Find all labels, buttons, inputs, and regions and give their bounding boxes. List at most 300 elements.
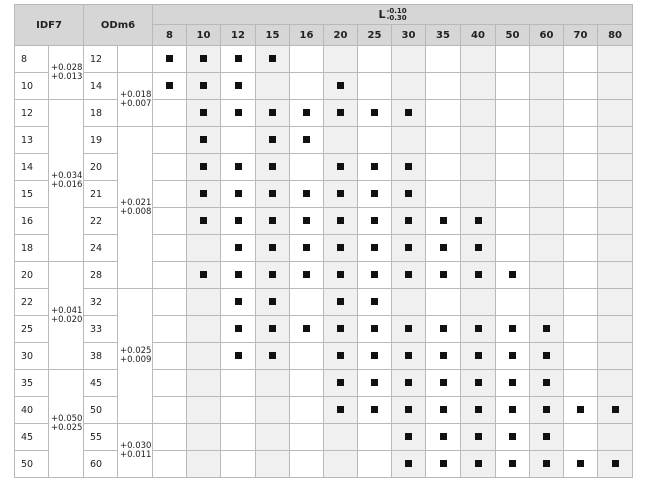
available-mark [612, 406, 619, 413]
available-mark [440, 325, 447, 332]
id-value: 40 [15, 397, 49, 424]
od-tolerance: +0.018 +0.007 [118, 73, 153, 127]
availability-cell [461, 181, 496, 208]
availability-cell [153, 451, 187, 478]
availability-cell [290, 370, 324, 397]
availability-cell [256, 451, 290, 478]
availability-cell [461, 343, 496, 370]
availability-cell [221, 100, 256, 127]
availability-cell [256, 262, 290, 289]
available-mark [337, 298, 344, 305]
length-col-header: 16 [290, 25, 324, 46]
availability-cell [187, 208, 221, 235]
availability-cell [392, 343, 426, 370]
available-mark [337, 325, 344, 332]
available-mark [303, 217, 310, 224]
availability-cell [187, 235, 221, 262]
availability-cell [461, 46, 496, 73]
availability-cell [564, 262, 598, 289]
id-value: 50 [15, 451, 49, 478]
availability-cell [324, 235, 358, 262]
available-mark [166, 55, 173, 62]
available-mark [405, 109, 412, 116]
availability-cell [461, 316, 496, 343]
availability-cell [496, 181, 530, 208]
available-mark [235, 298, 242, 305]
available-mark [235, 82, 242, 89]
available-mark [475, 271, 482, 278]
length-col-header: 20 [324, 25, 358, 46]
id-tolerance: +0.050 +0.025 [49, 370, 84, 478]
availability-cell [221, 235, 256, 262]
availability-cell [598, 424, 633, 451]
availability-cell [426, 316, 461, 343]
table-row [15, 154, 633, 181]
availability-cell [392, 262, 426, 289]
available-mark [371, 325, 378, 332]
availability-cell [290, 316, 324, 343]
od-tolerance: +0.021 +0.008 [118, 127, 153, 289]
od-tolerance [118, 46, 153, 73]
availability-cell [187, 73, 221, 100]
available-mark [269, 325, 276, 332]
availability-cell [290, 208, 324, 235]
available-mark [440, 433, 447, 440]
availability-cell [461, 235, 496, 262]
availability-cell [221, 370, 256, 397]
available-mark [405, 433, 412, 440]
availability-cell [530, 343, 564, 370]
available-mark [269, 271, 276, 278]
table-row [15, 316, 633, 343]
od-value: 22 [84, 208, 118, 235]
availability-cell [564, 397, 598, 424]
availability-cell [153, 424, 187, 451]
availability-cell [358, 370, 392, 397]
availability-cell [530, 181, 564, 208]
availability-cell [358, 181, 392, 208]
available-mark [235, 163, 242, 170]
available-mark [166, 82, 173, 89]
availability-cell [358, 154, 392, 181]
availability-cell [426, 343, 461, 370]
availability-cell [256, 316, 290, 343]
available-mark [371, 244, 378, 251]
availability-cell [153, 289, 187, 316]
available-mark [577, 460, 584, 467]
available-mark [269, 352, 276, 359]
availability-cell [290, 397, 324, 424]
od-value: 21 [84, 181, 118, 208]
available-mark [475, 460, 482, 467]
availability-cell [496, 100, 530, 127]
available-mark [269, 163, 276, 170]
available-mark [440, 271, 447, 278]
availability-cell [256, 46, 290, 73]
availability-cell [256, 73, 290, 100]
availability-cell [426, 208, 461, 235]
availability-cell [564, 370, 598, 397]
availability-cell [290, 181, 324, 208]
available-mark [440, 460, 447, 467]
available-mark [235, 190, 242, 197]
available-mark [235, 271, 242, 278]
availability-cell [153, 154, 187, 181]
table-row [15, 451, 633, 478]
available-mark [337, 379, 344, 386]
available-mark [509, 379, 516, 386]
od-value: 32 [84, 289, 118, 316]
availability-cell [530, 370, 564, 397]
available-mark [200, 55, 207, 62]
availability-cell [187, 46, 221, 73]
available-mark [405, 379, 412, 386]
od-value: 45 [84, 370, 118, 397]
availability-cell [564, 73, 598, 100]
length-tol-lower: -0.30 [386, 13, 407, 22]
id-value: 18 [15, 235, 49, 262]
available-mark [543, 379, 550, 386]
id-value: 8 [15, 46, 49, 73]
availability-cell [358, 235, 392, 262]
availability-cell [392, 289, 426, 316]
availability-cell [358, 451, 392, 478]
availability-cell [290, 154, 324, 181]
availability-cell [598, 451, 633, 478]
od-header: ODm6 [84, 5, 153, 46]
available-mark [440, 406, 447, 413]
available-mark [543, 325, 550, 332]
length-col-header: 35 [426, 25, 461, 46]
availability-cell [324, 154, 358, 181]
availability-cell [187, 316, 221, 343]
availability-cell [598, 46, 633, 73]
availability-cell [256, 424, 290, 451]
availability-cell [324, 451, 358, 478]
availability-cell [496, 73, 530, 100]
table-row [15, 127, 633, 154]
availability-cell [358, 73, 392, 100]
available-mark [475, 217, 482, 224]
availability-cell [530, 235, 564, 262]
length-col-header: 40 [461, 25, 496, 46]
availability-cell [496, 397, 530, 424]
available-mark [303, 109, 310, 116]
availability-cell [290, 100, 324, 127]
availability-cell [221, 154, 256, 181]
availability-cell [392, 316, 426, 343]
availability-cell [187, 262, 221, 289]
availability-cell [187, 154, 221, 181]
availability-cell [187, 289, 221, 316]
availability-cell [290, 343, 324, 370]
length-col-header: 30 [392, 25, 426, 46]
availability-cell [392, 235, 426, 262]
availability-cell [256, 154, 290, 181]
availability-cell [530, 46, 564, 73]
availability-cell [153, 397, 187, 424]
availability-cell [256, 208, 290, 235]
availability-cell [358, 208, 392, 235]
available-mark [509, 325, 516, 332]
availability-cell [392, 73, 426, 100]
availability-cell [598, 316, 633, 343]
od-tolerance: +0.030 +0.011 [118, 424, 153, 478]
available-mark [475, 406, 482, 413]
id-tolerance: +0.034 +0.016 [49, 100, 84, 262]
availability-cell [496, 370, 530, 397]
availability-cell [461, 127, 496, 154]
availability-cell [564, 289, 598, 316]
availability-cell [153, 370, 187, 397]
od-value: 19 [84, 127, 118, 154]
availability-cell [598, 397, 633, 424]
available-mark [235, 352, 242, 359]
availability-cell [290, 127, 324, 154]
available-mark [200, 109, 207, 116]
availability-cell [564, 424, 598, 451]
availability-cell [290, 235, 324, 262]
available-mark [337, 163, 344, 170]
available-mark [303, 136, 310, 143]
availability-cell [153, 181, 187, 208]
od-value: 28 [84, 262, 118, 289]
availability-cell [392, 154, 426, 181]
available-mark [543, 460, 550, 467]
available-mark [337, 109, 344, 116]
availability-cell [358, 397, 392, 424]
availability-cell [358, 289, 392, 316]
availability-cell [187, 181, 221, 208]
availability-cell [461, 100, 496, 127]
available-mark [371, 298, 378, 305]
availability-cell [496, 289, 530, 316]
availability-cell [461, 289, 496, 316]
available-mark [371, 352, 378, 359]
availability-cell [598, 154, 633, 181]
available-mark [509, 433, 516, 440]
availability-cell [324, 127, 358, 154]
availability-cell [496, 262, 530, 289]
availability-cell [564, 316, 598, 343]
availability-cell [324, 181, 358, 208]
available-mark [509, 460, 516, 467]
availability-cell [426, 451, 461, 478]
bushing-size-table [14, 4, 633, 478]
table-row [15, 370, 633, 397]
availability-cell [153, 316, 187, 343]
availability-cell [461, 208, 496, 235]
availability-cell [256, 397, 290, 424]
availability-cell [221, 316, 256, 343]
availability-cell [324, 46, 358, 73]
available-mark [440, 217, 447, 224]
available-mark [405, 271, 412, 278]
availability-cell [221, 262, 256, 289]
available-mark [509, 352, 516, 359]
od-value: 24 [84, 235, 118, 262]
availability-cell [153, 235, 187, 262]
available-mark [543, 406, 550, 413]
availability-cell [598, 289, 633, 316]
available-mark [303, 271, 310, 278]
availability-cell [358, 424, 392, 451]
availability-cell [598, 127, 633, 154]
length-col-header: 10 [187, 25, 221, 46]
table-row [15, 343, 633, 370]
available-mark [303, 190, 310, 197]
availability-cell [256, 127, 290, 154]
availability-cell [461, 154, 496, 181]
availability-cell [187, 343, 221, 370]
available-mark [337, 244, 344, 251]
availability-cell [153, 100, 187, 127]
availability-cell [426, 289, 461, 316]
availability-cell [392, 451, 426, 478]
table-row [15, 46, 633, 73]
availability-cell [324, 73, 358, 100]
id-value: 20 [15, 262, 49, 289]
available-mark [200, 271, 207, 278]
available-mark [337, 271, 344, 278]
availability-cell [426, 73, 461, 100]
availability-cell [290, 73, 324, 100]
length-tol-upper: -0.10 [386, 6, 407, 15]
available-mark [269, 217, 276, 224]
availability-cell [496, 208, 530, 235]
available-mark [200, 82, 207, 89]
od-value: 55 [84, 424, 118, 451]
available-mark [405, 406, 412, 413]
available-mark [405, 163, 412, 170]
availability-cell [496, 424, 530, 451]
available-mark [200, 190, 207, 197]
availability-cell [187, 424, 221, 451]
availability-cell [324, 343, 358, 370]
availability-cell [153, 127, 187, 154]
available-mark [475, 244, 482, 251]
available-mark [235, 109, 242, 116]
od-value: 18 [84, 100, 118, 127]
availability-cell [256, 370, 290, 397]
available-mark [371, 163, 378, 170]
availability-cell [358, 100, 392, 127]
availability-cell [221, 289, 256, 316]
length-header [153, 5, 633, 25]
availability-cell [187, 100, 221, 127]
availability-cell [461, 424, 496, 451]
length-label: L [378, 7, 386, 21]
available-mark [475, 379, 482, 386]
availability-cell [221, 397, 256, 424]
availability-cell [324, 208, 358, 235]
available-mark [440, 244, 447, 251]
availability-cell [392, 370, 426, 397]
availability-cell [426, 46, 461, 73]
available-mark [543, 352, 550, 359]
availability-cell [426, 100, 461, 127]
table-row [15, 100, 633, 127]
available-mark [440, 352, 447, 359]
availability-cell [358, 316, 392, 343]
availability-cell [530, 289, 564, 316]
availability-cell [256, 100, 290, 127]
available-mark [405, 460, 412, 467]
availability-cell [598, 208, 633, 235]
availability-cell [256, 289, 290, 316]
availability-cell [256, 343, 290, 370]
available-mark [269, 190, 276, 197]
availability-cell [564, 100, 598, 127]
availability-cell [153, 262, 187, 289]
availability-cell [221, 424, 256, 451]
available-mark [405, 244, 412, 251]
availability-cell [153, 208, 187, 235]
availability-cell [153, 73, 187, 100]
availability-cell [564, 181, 598, 208]
table-row [15, 181, 633, 208]
availability-cell [426, 424, 461, 451]
availability-cell [358, 46, 392, 73]
od-value: 38 [84, 343, 118, 370]
length-col-header: 12 [221, 25, 256, 46]
availability-cell [392, 100, 426, 127]
id-value: 14 [15, 154, 49, 181]
available-mark [235, 244, 242, 251]
availability-cell [290, 451, 324, 478]
od-value: 12 [84, 46, 118, 73]
availability-cell [290, 289, 324, 316]
id-value: 22 [15, 289, 49, 316]
availability-cell [461, 451, 496, 478]
availability-cell [290, 46, 324, 73]
availability-cell [256, 235, 290, 262]
id-value: 25 [15, 316, 49, 343]
id-tolerance: +0.041 +0.020 [49, 262, 84, 370]
available-mark [269, 109, 276, 116]
availability-cell [496, 127, 530, 154]
available-mark [475, 352, 482, 359]
availability-cell [221, 127, 256, 154]
availability-cell [598, 343, 633, 370]
available-mark [235, 55, 242, 62]
availability-cell [530, 451, 564, 478]
availability-cell [530, 424, 564, 451]
available-mark [200, 217, 207, 224]
od-value: 20 [84, 154, 118, 181]
id-tolerance: +0.028 +0.013 [49, 46, 84, 100]
availability-cell [496, 343, 530, 370]
available-mark [612, 460, 619, 467]
available-mark [371, 379, 378, 386]
available-mark [200, 136, 207, 143]
table-row [15, 235, 633, 262]
table-row [15, 208, 633, 235]
table-row [15, 397, 633, 424]
availability-cell [461, 370, 496, 397]
availability-cell [496, 46, 530, 73]
table-row [15, 424, 633, 451]
available-mark [269, 55, 276, 62]
availability-cell [324, 424, 358, 451]
availability-cell [426, 127, 461, 154]
availability-cell [392, 127, 426, 154]
available-mark [371, 271, 378, 278]
available-mark [235, 325, 242, 332]
availability-cell [564, 451, 598, 478]
availability-cell [564, 343, 598, 370]
availability-cell [290, 424, 324, 451]
